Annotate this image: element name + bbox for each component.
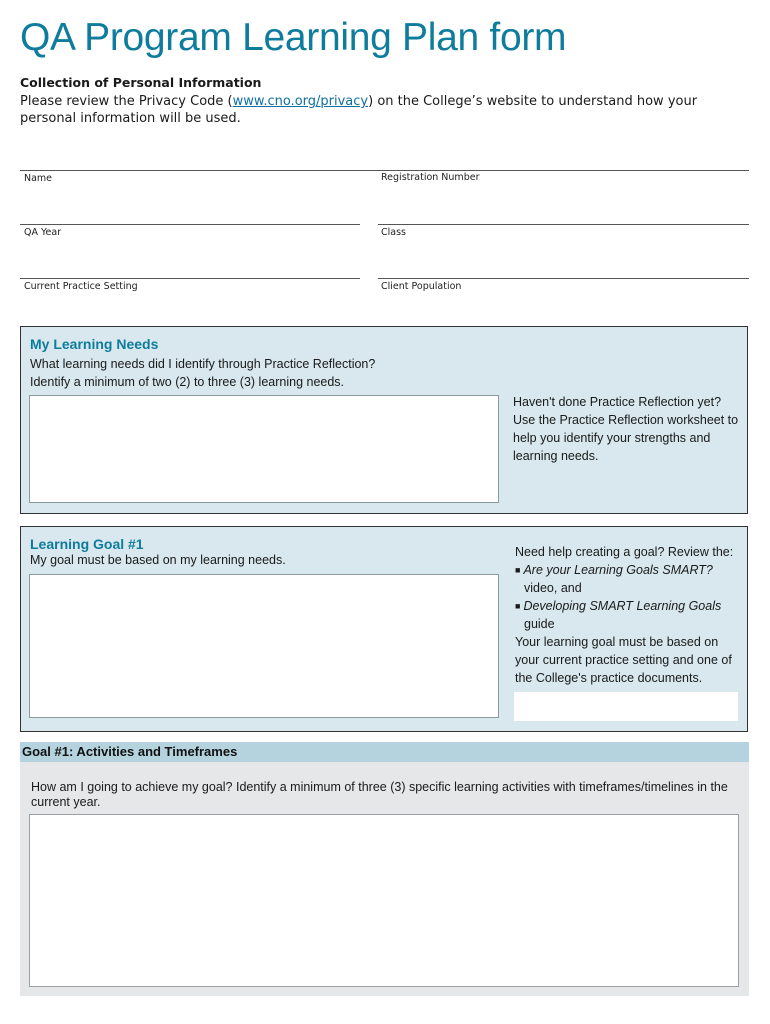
learning-goal-help-intro: Need help creating a goal? Review the: bbox=[515, 545, 734, 559]
class-field[interactable] bbox=[378, 224, 749, 245]
smart-video-bullet bbox=[515, 561, 743, 597]
registration-number-label: Registration Number bbox=[381, 172, 480, 183]
smart-video-suffix: video, and bbox=[524, 581, 582, 595]
bullet-icon: ■ bbox=[515, 601, 521, 611]
privacy-heading: Collection of Personal Information bbox=[20, 75, 262, 90]
smart-guide-title: Developing SMART Learning Goals bbox=[523, 599, 722, 613]
activities-input[interactable] bbox=[29, 814, 739, 987]
learning-goal-input[interactable] bbox=[29, 574, 499, 718]
name-label: Name bbox=[24, 173, 53, 184]
learning-goal-side-box bbox=[514, 692, 738, 721]
learning-goal-panel bbox=[20, 526, 748, 732]
class-label: Class bbox=[381, 227, 406, 238]
activities-instructions: How am I going to achieve my goal? Identify a minimum of three (3) specific learning activities with timeframes/timelines in the current year. bbox=[31, 780, 728, 809]
learning-needs-input[interactable] bbox=[29, 395, 499, 503]
practice-setting-field[interactable] bbox=[20, 278, 360, 299]
qa-year-label: QA Year bbox=[24, 227, 62, 238]
activities-panel bbox=[20, 762, 749, 996]
practice-setting-label: Current Practice Setting bbox=[24, 281, 138, 292]
privacy-text-after: ) on the College’s website to understand how your personal information will be used. bbox=[20, 94, 698, 126]
privacy-text-before: Please review the Privacy Code ( bbox=[20, 94, 233, 109]
smart-video-title: Are your Learning Goals SMART? bbox=[523, 563, 713, 577]
privacy-link[interactable]: www.cno.org/privacy bbox=[232, 94, 369, 109]
learning-goal-heading: Learning Goal #1 bbox=[30, 536, 144, 552]
learning-needs-line1: What learning needs did I identify through Practice Reflection? bbox=[30, 357, 376, 371]
learning-goal-help-outro: Your learning goal must be based on your current practice setting and one of the College's practice documents. bbox=[515, 635, 732, 685]
bullet-icon: ■ bbox=[515, 565, 521, 575]
learning-goal-help bbox=[515, 543, 743, 687]
learning-needs-heading: My Learning Needs bbox=[30, 336, 159, 352]
page-title: QA Program Learning Plan form bbox=[20, 16, 567, 59]
learning-needs-note: Haven't done Practice Reflection yet? Use the Practice Reflection worksheet to help you identify your strengths and learning needs. bbox=[513, 395, 739, 463]
client-population-field[interactable] bbox=[378, 278, 749, 299]
qa-year-field[interactable] bbox=[20, 224, 360, 245]
learning-needs-panel bbox=[20, 326, 748, 514]
activities-title: Goal #1: Activities and Timeframes bbox=[22, 744, 238, 759]
smart-guide-suffix: guide bbox=[524, 617, 555, 631]
learning-goal-line1: My goal must be based on my learning needs. bbox=[30, 553, 286, 567]
client-population-label: Client Population bbox=[381, 281, 462, 292]
privacy-text bbox=[20, 93, 720, 127]
smart-guide-bullet bbox=[515, 597, 743, 633]
learning-needs-line2: Identify a minimum of two (2) to three (3) learning needs. bbox=[30, 375, 345, 389]
registration-number-field[interactable] bbox=[378, 170, 749, 190]
activities-section-bar bbox=[20, 742, 749, 762]
